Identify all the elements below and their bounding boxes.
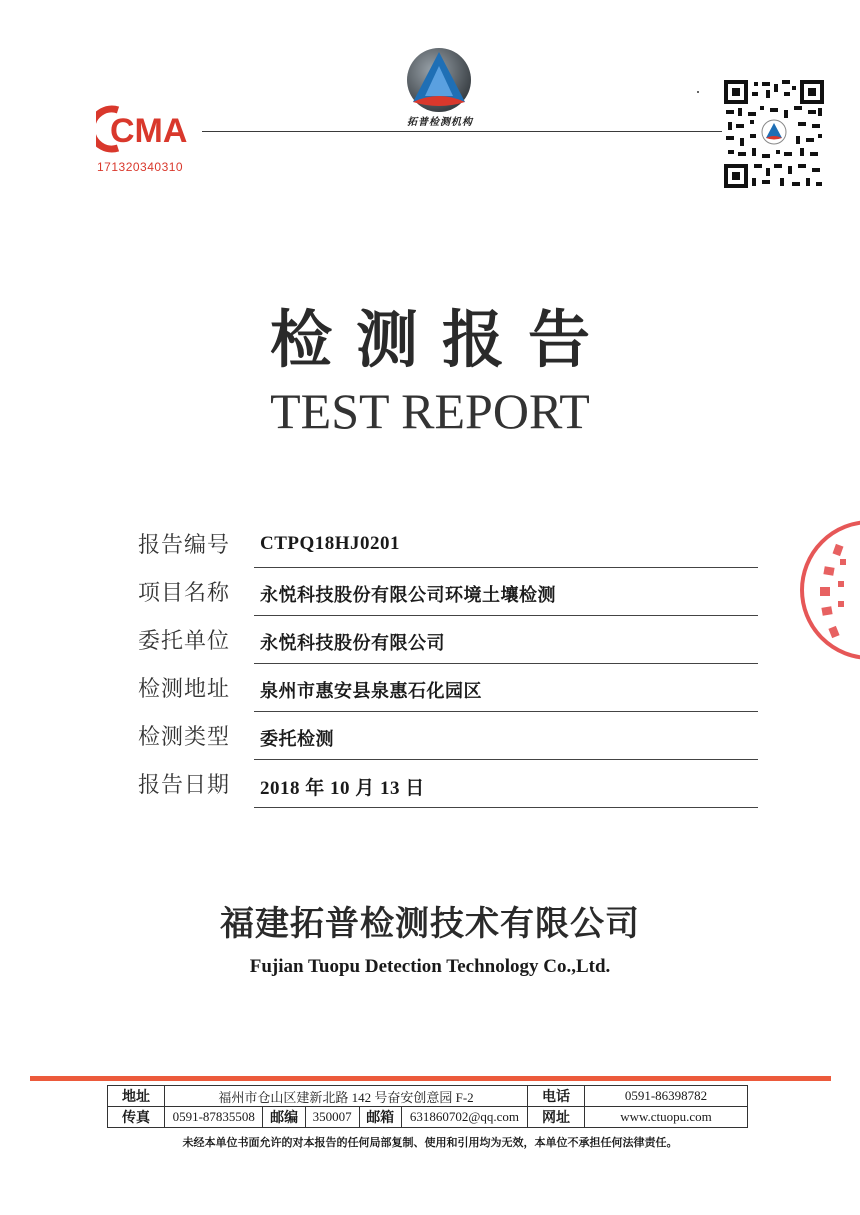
header-divider: [202, 131, 722, 132]
postcode-value: 350007: [305, 1107, 359, 1128]
contact-info-table: [107, 1085, 748, 1128]
email-value: 631860702@qq.com: [401, 1107, 527, 1128]
field-label: 委托单位: [138, 629, 231, 654]
legal-disclaimer: 未经本单位书面允许的对本报告的任何局部复制、使用和引用均为无效，本单位不承担任何法律责任。: [182, 1136, 678, 1149]
field-value: 永悦科技股份有限公司: [260, 633, 445, 654]
field-test-address: [138, 666, 758, 714]
field-label: 检测地址: [138, 677, 231, 702]
scan-mark: [697, 91, 699, 93]
cma-logo: [96, 104, 206, 154]
contact-row: [108, 1107, 748, 1128]
contact-row: [108, 1086, 748, 1107]
field-underline: [254, 567, 758, 568]
fax-value: 0591-87835508: [165, 1107, 263, 1128]
field-value: 泉州市惠安县泉惠石化园区: [260, 681, 482, 702]
qr-code-icon: [722, 78, 826, 190]
cma-mark: CMA: [110, 112, 188, 150]
field-underline: [254, 759, 758, 760]
field-value: 2018 年 10 月 13 日: [260, 778, 425, 799]
cma-number: 171320340310: [97, 160, 184, 174]
field-label: 项目名称: [138, 581, 231, 606]
report-title-cn: 检测报告: [269, 303, 614, 376]
field-underline: [254, 663, 758, 664]
field-underline: [254, 711, 758, 712]
report-title-en: TEST REPORT: [270, 383, 590, 439]
field-report-number: [138, 522, 758, 570]
phone-label: 电话: [528, 1086, 585, 1107]
field-value: 委托检测: [260, 729, 334, 750]
org-emblem-icon: [405, 46, 473, 114]
field-label: 报告编号: [138, 533, 231, 558]
fax-label: 传真: [108, 1107, 165, 1128]
company-seal-stamp: [790, 515, 860, 665]
field-project-name: [138, 570, 758, 618]
field-label: 检测类型: [138, 725, 231, 750]
field-value: 永悦科技股份有限公司环境土壤检测: [260, 585, 556, 606]
report-info-fields: [138, 522, 758, 810]
field-underline: [254, 807, 758, 808]
phone-value: 0591-86398782: [585, 1086, 748, 1107]
email-label: 邮箱: [359, 1107, 401, 1128]
website-value: www.ctuopu.com: [585, 1107, 748, 1128]
company-name-en: Fujian Tuopu Detection Technology Co.,Ltd.: [249, 956, 611, 977]
org-emblem-label: 拓普检测机构: [407, 117, 473, 128]
field-test-type: [138, 714, 758, 762]
field-client: [138, 618, 758, 666]
address-label: 地址: [108, 1086, 165, 1107]
company-name-cn: 福建拓普检测技术有限公司: [220, 904, 640, 944]
footer-accent-bar: [30, 1076, 831, 1081]
field-value: CTPQ18HJ0201: [260, 533, 401, 554]
field-label: 报告日期: [138, 773, 231, 798]
website-label: 网址: [528, 1107, 585, 1128]
field-underline: [254, 615, 758, 616]
postcode-label: 邮编: [263, 1107, 305, 1128]
address-value: 福州市仓山区建新北路 142 号奋安创意园 F-2: [165, 1086, 528, 1107]
field-report-date: [138, 762, 758, 810]
